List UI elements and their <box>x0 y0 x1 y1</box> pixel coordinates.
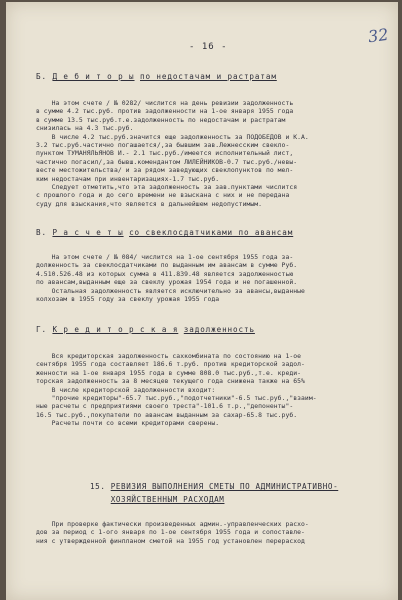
section-15-title-line1: РЕВИЗИЯ ВЫПОЛНЕНИЯ СМЕТЫ ПО АДМИНИСТРАТИВНО- <box>110 482 339 491</box>
section-b-letter: Б. <box>36 72 47 81</box>
section-v-title: Р а с ч е т ы <box>52 228 124 237</box>
section-b-body: На этом счете / № 0282/ числится на день ревизии задолженность в сумме 4.2 тыс.руб. против задолженности на 1-ое января 1955 года в сумме 13.5 тыс.руб.т.е.задолженность по недостачам и растратам снизилась на 4.3 тыс.руб. В числе 4.2 тыс.руб.значится еще задолженность за ПОДОБЕДОВ и К.А. 3.2 тыс.руб.частично погашается/,за бывшим зав.Лежнесским свекло- пунктом ТУМАНЯЛЬЯНОВ И.- 2.1 тыс.руб./имеется исполнительный лист, частично погасил/,за бывш.комендантом ЛИЛЕЙНИКОВ-0.7 тыс.руб./невы- весте местожительства/ и за рядом заведующих свеклопунктов по мел- ким недостачам при инвентаризациях-1.7 тыс.руб. Следует отметить,что эта задолженность за зав.пунктами числится с прошлого года и до сего времени не взыскана с них и не передана суду для взыскания,что является в дальнейшем недопустимым. <box>36 99 309 208</box>
section-g-title: К р е д и т о р с к а я <box>52 325 179 334</box>
section-v-subtitle: со свеклосдатчиками по авансам <box>129 228 294 237</box>
section-v-letter: В. <box>36 228 47 237</box>
section-15-body: При проверке фактически произведенных админ.-управленческих расхо- дов за период с 1-ого января по 1-ое сентября 1955 года и сопоставле- ния с утвержденной финпланом сметой на 1955 год установлен перерасход <box>36 520 309 545</box>
section-g-letter: Г. <box>36 325 47 334</box>
section-g-subtitle: задолженность <box>183 325 255 334</box>
section-v-heading <box>36 228 293 237</box>
section-b-subtitle: по недостачам и растратам <box>140 72 277 81</box>
section-b-heading <box>36 72 277 81</box>
section-g-body: Вся кредиторская задолженность сахкомбината по состоянию на 1-ое сентября 1955 года составляет 186.6 т.руб. против кредиторской задол- женности на 1-ое января 1955 года в сумме 808.0 тыс.руб.,т.е. креди- торская задолженность за 8 месяцев текущего года снижена также на 65% В числе кредиторской задолженности входит: "прочие кредиторы"-65.7 тыс.руб.,"подотчетники"-6.5 тыс.руб.,"взаим- ные расчеты с предприятиями своего треста"-101.6 т.р.,"депоненты"- 16.5 тыс.руб.,покупатели по авансам выданным за сахар-65.8 тыс.руб. Расчеты почти со всеми кредиторами сверены. <box>36 352 317 428</box>
section-15-number: 15. <box>90 482 106 491</box>
section-v-body: На этом счете / № 084/ числится на 1-ое сентября 1955 года за- долженность за свеклосдатчиками по выданным им авансам в сумме Руб. 4.510.526.48 из которых сумма в 411.839.48 является задолженностью по авансам,выданным еще за свеклу урожая 1954 года и не погашенной. Остальная задолженность является исключительно за авансы,выданные колхозам в 1955 году за свеклу урожая 1955 года <box>36 253 305 304</box>
document-page <box>6 2 398 600</box>
section-15-heading <box>90 480 338 506</box>
page-number: - 16 - <box>189 42 228 52</box>
handwritten-folio-number: 32 <box>366 24 390 47</box>
section-15-title-line2: ХОЗЯЙСТВЕННЫМ РАСХОДАМ <box>110 495 225 504</box>
section-b-title: Д е б и т о р ы <box>52 72 135 81</box>
section-g-heading <box>36 325 255 334</box>
